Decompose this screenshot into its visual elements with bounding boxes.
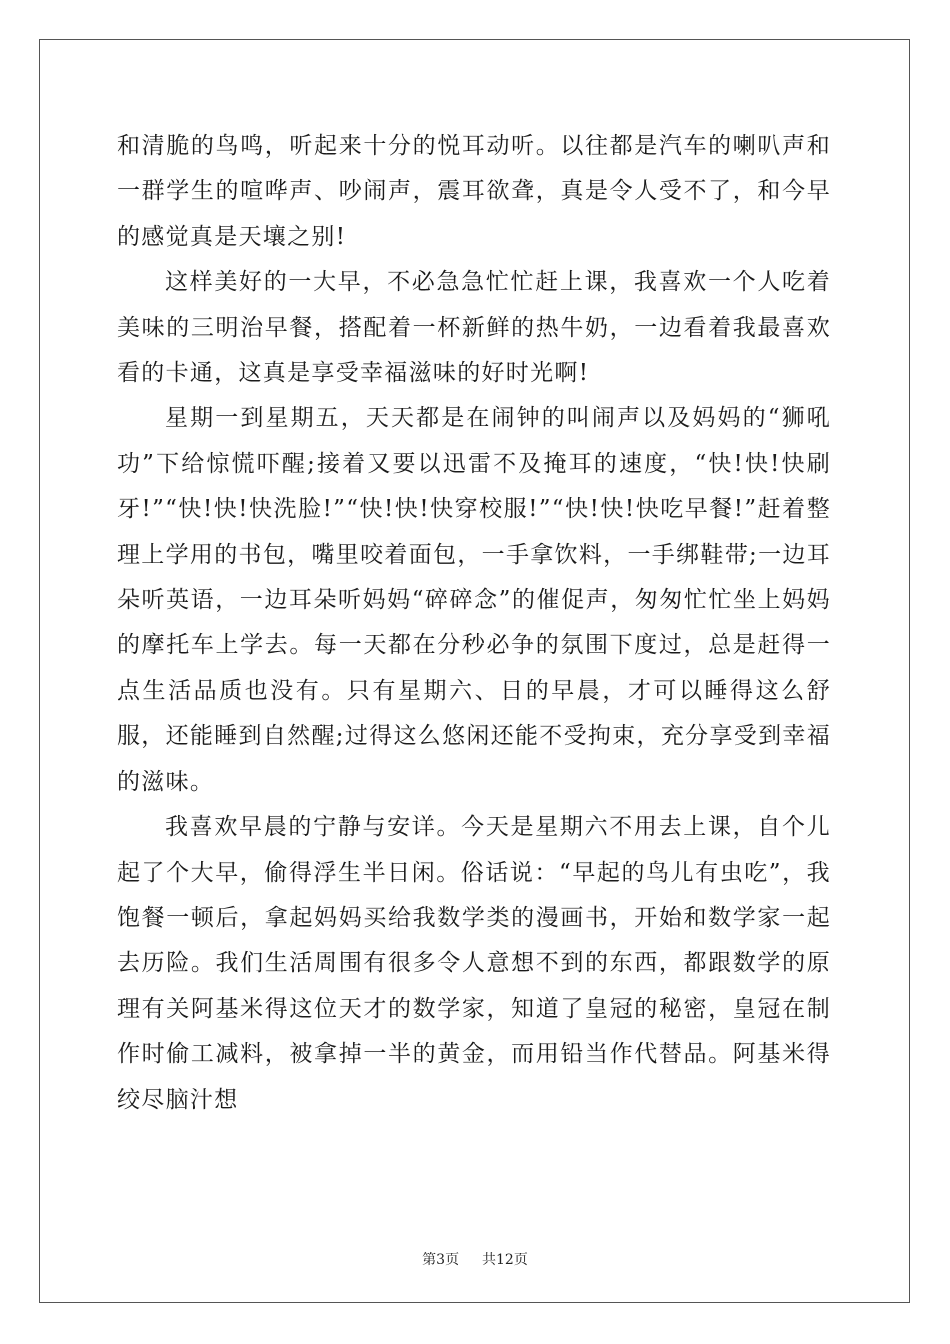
current-page-number: 第3页	[422, 1252, 460, 1268]
paragraph-continuation: 和清脆的鸟鸣，听起来十分的悦耳动听。以往都是汽车的喇叭声和一群学生的喧哗声、吵闹声，震耳欲聋，真是令人受不了，和今早的感觉真是天壤之别!	[117, 133, 831, 250]
total-page-count: 共12页	[482, 1252, 528, 1268]
page-footer	[0, 1249, 950, 1269]
document-body	[117, 124, 831, 1123]
paragraph-weekday-morning: 星期一到星期五，天天都是在闹钟的叫闹声以及妈妈的“狮吼功”下给惊慌吓醒;接着又要以迅雷不及掩耳的速度，“快!快!快刷牙!”“快!快!快洗脸!”“快!快!快穿校服!”“快!快!快吃早餐!”赶着整理上学用的书包，嘴里咬着面包，一手拿饮料，一手绑鞋带;一边耳朵听英语，一边耳朵听妈妈“碎碎念”的催促声，匆匆忙忙坐上妈妈的摩托车上学去。每一天都在分秒必争的氛围下度过，总是赶得一点生活品质也没有。只有星期六、日的早晨，才可以睡得这么舒服，还能睡到自然醒;过得这么悠闲还能不受拘束，充分享受到幸福的滋味。	[117, 405, 831, 795]
paragraph-saturday-morning: 我喜欢早晨的宁静与安详。今天是星期六不用去上课，自个儿起了个大早，偷得浮生半日闲。俗话说：“早起的鸟儿有虫吃”，我饱餐一顿后，拿起妈妈买给我数学类的漫画书，开始和数学家一起去历险。我们生活周围有很多令人意想不到的东西，都跟数学的原理有关阿基米得这位天才的数学家，知道了皇冠的秘密，皇冠在制作时偷工减料，被拿掉一半的黄金，而用铅当作代替品。阿基米得绞尽脑汁想	[117, 814, 831, 1113]
paragraph-breakfast: 这样美好的一大早，不必急急忙忙赶上课，我喜欢一个人吃着美味的三明治早餐，搭配着一杯新鲜的热牛奶，一边看着我最喜欢看的卡通，这真是享受幸福滋味的好时光啊!	[117, 269, 831, 387]
